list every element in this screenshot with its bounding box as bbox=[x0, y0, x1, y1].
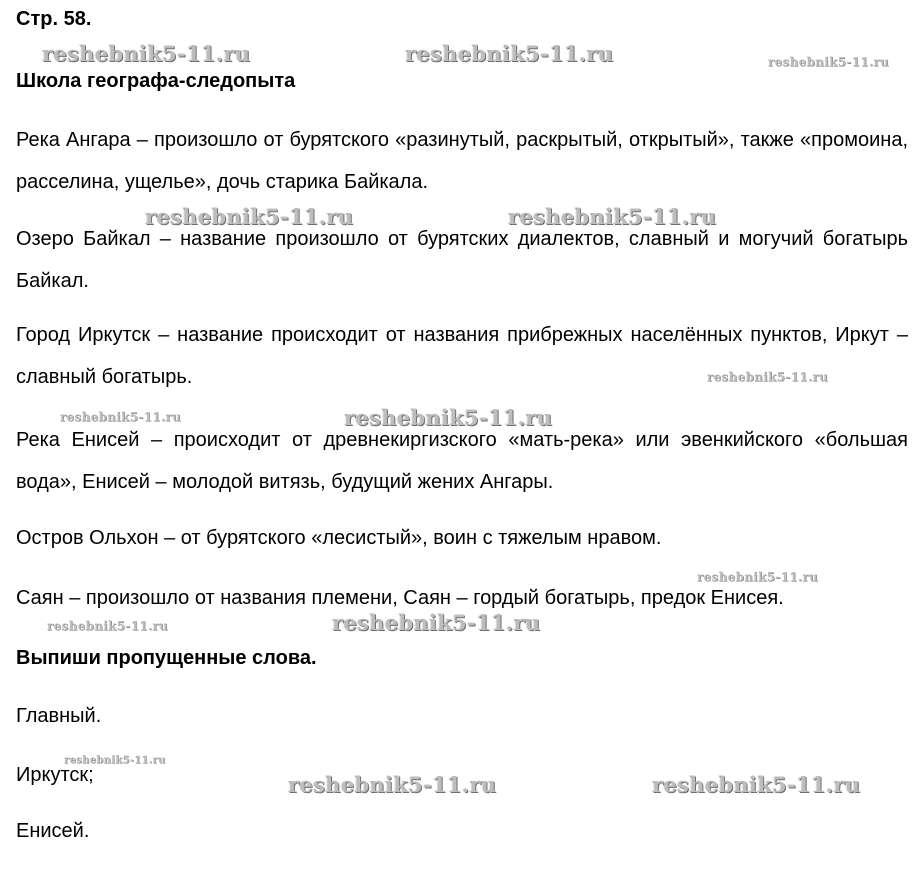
watermark: reshebnik5-11.ru bbox=[145, 204, 354, 229]
watermark: reshebnik5-11.ru bbox=[652, 772, 861, 797]
watermark: reshebnik5-11.ru bbox=[60, 410, 182, 424]
watermark: reshebnik5-11.ru bbox=[42, 41, 251, 66]
answer-line: Енисей. bbox=[16, 820, 90, 842]
watermark: reshebnik5-11.ru bbox=[344, 405, 553, 430]
watermark: reshebnik5-11.ru bbox=[64, 755, 166, 766]
watermark: reshebnik5-11.ru bbox=[47, 619, 169, 633]
section-title: Школа географа-следопыта bbox=[16, 70, 296, 92]
watermark: reshebnik5-11.ru bbox=[405, 41, 614, 66]
paragraph-sayan: Саян – произошло от названия племени, Саян – гордый богатырь, предок Енисея. bbox=[16, 587, 784, 609]
watermark: reshebnik5-11.ru bbox=[508, 204, 717, 229]
paragraph-baikal: Озеро Байкал – название произошло от бурятских диалектов, славный и могучий богатырь Байкал. bbox=[16, 228, 908, 292]
paragraph-angara: Река Ангара – произошло от бурятского «разинутый, раскрытый, открытый», также «промоина, расселина, ущелье», дочь старика Байкала. bbox=[16, 129, 908, 193]
watermark: reshebnik5-11.ru bbox=[707, 370, 829, 384]
page-number: Стр. 58. bbox=[16, 8, 92, 30]
answer-line: Иркутск; bbox=[16, 764, 94, 786]
watermark: reshebnik5-11.ru bbox=[697, 570, 819, 584]
watermark: reshebnik5-11.ru bbox=[332, 610, 541, 635]
watermark: reshebnik5-11.ru bbox=[768, 55, 890, 69]
paragraph-olkhon: Остров Ольхон – от бурятского «лесистый», воин с тяжелым нравом. bbox=[16, 527, 662, 549]
watermark: reshebnik5-11.ru bbox=[288, 772, 497, 797]
answer-line: Главный. bbox=[16, 705, 102, 727]
paragraph-irkutsk: Город Иркутск – название происходит от названия прибрежных населённых пунктов, Иркут – славный богатырь. bbox=[16, 324, 908, 388]
task-title: Выпиши пропущенные слова. bbox=[16, 647, 317, 669]
paragraph-yenisei: Река Енисей – происходит от древнекиргизского «мать-река» или эвенкийского «большая вода», Енисей – молодой витязь, будущий жених Ангары. bbox=[16, 429, 908, 493]
